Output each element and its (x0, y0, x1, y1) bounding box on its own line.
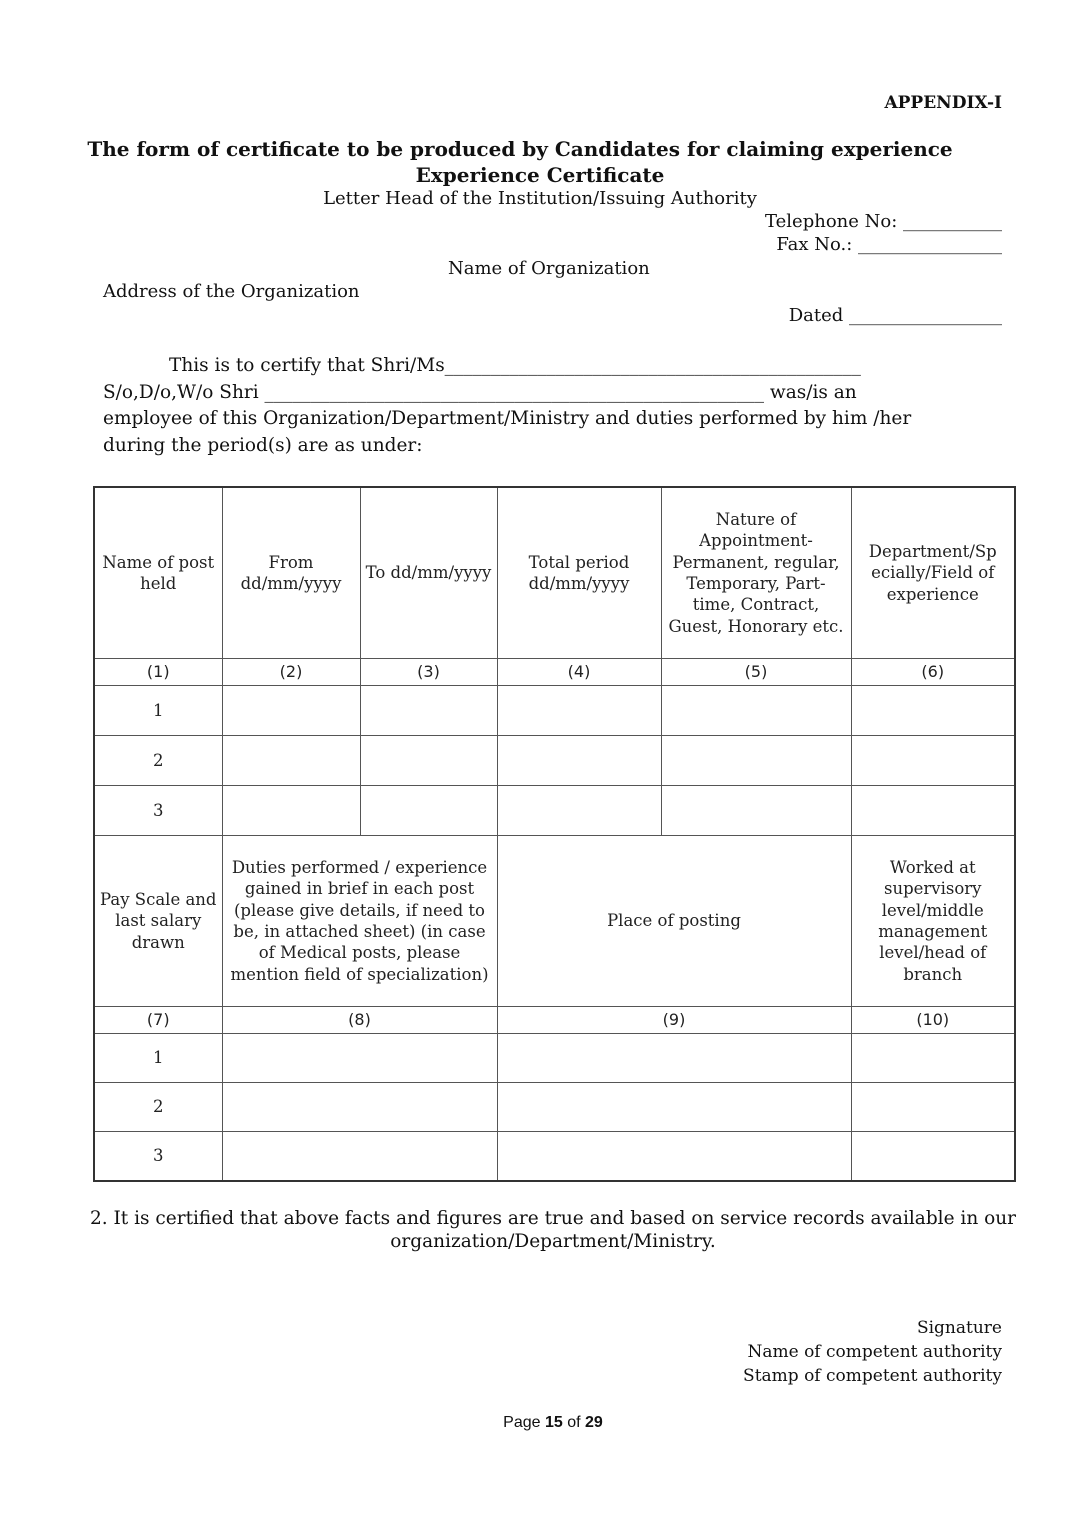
table-cell[interactable] (360, 736, 497, 786)
fax-field: Fax No.: ________________ (776, 234, 1002, 255)
table-cell[interactable] (222, 1034, 497, 1083)
header-from: From dd/mm/yyyy (222, 487, 360, 659)
header-nature-of-appointment: Nature of Appointment-Permanent, regular, Temporary, Part-time, Contract, Guest, Honorary etc. (661, 487, 851, 659)
column-number: (2) (222, 659, 360, 686)
table-cell[interactable] (851, 736, 1015, 786)
header-supervisory-level: Worked at supervisory level/middle management level/head of branch (851, 836, 1015, 1007)
table-header-row (94, 487, 1015, 659)
header-to: To dd/mm/yyyy (360, 487, 497, 659)
column-number: (5) (661, 659, 851, 686)
table-cell[interactable] (222, 1132, 497, 1182)
column-number: (4) (497, 659, 661, 686)
table-cell[interactable] (851, 1034, 1015, 1083)
table-header-row-2 (94, 836, 1015, 1007)
column-number: (10) (851, 1007, 1015, 1034)
page-prefix: Page (503, 1414, 541, 1431)
table-row (94, 1083, 1015, 1132)
column-number-row-2 (94, 1007, 1015, 1034)
table-cell[interactable] (497, 686, 661, 736)
table-cell[interactable] (661, 736, 851, 786)
row-number: 1 (94, 686, 222, 736)
column-number: (3) (360, 659, 497, 686)
certify-line-1: This is to certify that Shri/Ms_____________________________________________ (169, 355, 861, 376)
table-cell[interactable] (851, 686, 1015, 736)
table-cell[interactable] (222, 786, 360, 836)
table-row (94, 686, 1015, 736)
letterhead-line: Letter Head of the Institution/Issuing Authority (323, 188, 757, 209)
table-row (94, 1132, 1015, 1182)
table-cell[interactable] (497, 1132, 851, 1182)
table-cell[interactable] (497, 1083, 851, 1132)
table-row (94, 1034, 1015, 1083)
column-number: (9) (497, 1007, 851, 1034)
table-cell[interactable] (851, 1132, 1015, 1182)
table-row (94, 736, 1015, 786)
table-cell[interactable] (851, 786, 1015, 836)
header-post-name: Name of post held (94, 487, 222, 659)
page-current: 15 (544, 1414, 563, 1431)
authority-name-label: Name of competent authority (747, 1342, 1002, 1362)
table-cell[interactable] (360, 686, 497, 736)
signature-label: Signature (916, 1318, 1002, 1338)
row-number: 3 (94, 786, 222, 836)
header-total-period: Total period dd/mm/yyyy (497, 487, 661, 659)
authority-stamp-label: Stamp of competent authority (743, 1366, 1002, 1386)
certification-text: 2. It is certified that above facts and figures are true and based on service records available in our organization/Department/Ministry. (89, 1208, 1017, 1252)
table-row (94, 786, 1015, 836)
column-number: (1) (94, 659, 222, 686)
column-number: (6) (851, 659, 1015, 686)
certify-line-2: S/o,D/o,W/o Shri ______________________________________________________ was/is an (103, 381, 857, 403)
certify-paragraph (103, 353, 983, 459)
dated-field: Dated _________________ (788, 305, 1002, 326)
header-pay-scale: Pay Scale and last salary drawn (94, 836, 222, 1007)
table-cell[interactable] (222, 1083, 497, 1132)
appendix-label: APPENDIX-I (884, 93, 1002, 113)
row-number: 1 (94, 1034, 222, 1083)
row-number: 3 (94, 1132, 222, 1182)
certification-statement (0, 1207, 1080, 1253)
row-number: 2 (94, 736, 222, 786)
telephone-field: Telephone No: ___________ (765, 211, 1002, 232)
page-separator: of (567, 1414, 581, 1431)
table-cell[interactable] (497, 1034, 851, 1083)
table-cell[interactable] (661, 786, 851, 836)
certify-line-3: employee of this Organization/Department/Ministry and duties performed by him /her (103, 408, 912, 429)
table-cell[interactable] (360, 786, 497, 836)
table-cell[interactable] (222, 686, 360, 736)
page-total: 29 (585, 1414, 603, 1431)
column-number: (8) (222, 1007, 497, 1034)
organization-address: Address of the Organization (103, 281, 360, 302)
header-place-of-posting: Place of posting (497, 836, 851, 1007)
table-cell[interactable] (661, 686, 851, 736)
table-cell[interactable] (497, 736, 661, 786)
certificate-subtitle: Experience Certificate (415, 163, 665, 187)
page-title: The form of certificate to be produced by Candidates for claiming experience (87, 137, 953, 161)
column-number: (7) (94, 1007, 222, 1034)
table-cell[interactable] (222, 736, 360, 786)
header-department: Department/Sp ecially/Field of experience (851, 487, 1015, 659)
page-number (0, 1414, 1080, 1432)
organization-name: Name of Organization (448, 258, 650, 279)
row-number: 2 (94, 1083, 222, 1132)
experience-table (93, 486, 1016, 1182)
certify-line-4: during the period(s) are as under: (103, 434, 423, 456)
column-number-row (94, 659, 1015, 686)
table-cell[interactable] (851, 1083, 1015, 1132)
table-cell[interactable] (497, 786, 661, 836)
header-duties-performed: Duties performed / experience gained in brief in each post (please give details, if need to be, in attached sheet) (in case of Medical posts, please mention field of specialization) (222, 836, 497, 1007)
